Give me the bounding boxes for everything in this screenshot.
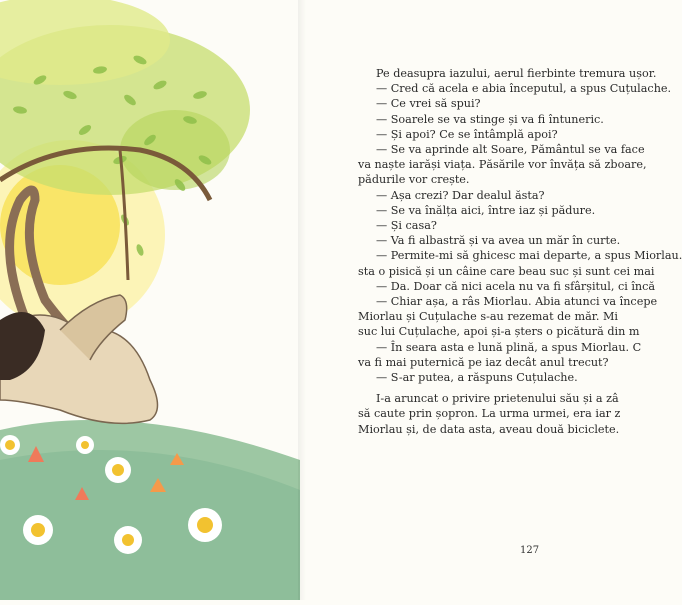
paragraph: — Ce vrei să spui?	[376, 97, 481, 111]
tree-cat-dog-illustration	[0, 0, 300, 600]
paragraph: Miorlau și Cuțulache s-au rezemat de măr. Mi	[358, 310, 619, 324]
page-number: 127	[520, 545, 540, 556]
paragraph: — Chiar așa, a râs Miorlau. Abia atunci va începe	[376, 295, 658, 309]
paragraph: — S-ar putea, a răspuns Cuțulache.	[376, 371, 578, 385]
paragraph: — Se va înălța aici, între iaz și pădure.	[376, 203, 596, 217]
paragraph: — Soarele se va stinge și va fi întuneric.	[376, 112, 604, 126]
paragraph: — Așa crezi? Dar dealul ăsta?	[376, 188, 545, 202]
paragraph: — Da. Doar că nici acela nu va fi sfârșitul, ci încă	[376, 279, 656, 293]
page-gutter	[298, 0, 306, 600]
paragraph: — Și apoi? Ce se întâmplă apoi?	[376, 127, 558, 141]
paragraph: — Se va aprinde alt Soare, Pământul se va face	[376, 143, 645, 157]
paragraph: — Va fi albastră și va avea un măr în curte.	[376, 234, 621, 248]
paragraph: va fi mai puternică pe iaz decât anul trecut?	[358, 355, 609, 369]
paragraph: — Și casa?	[376, 219, 437, 233]
paragraph: — Permite-mi să ghicesc mai departe, a spus Miorlau.	[376, 249, 682, 263]
paragraph: — Cred că acela e abia începutul, a spus Cuțulache.	[376, 82, 672, 96]
paragraph: să caute prin șopron. La urma urmei, era iar z	[358, 407, 621, 421]
paragraph: — În seara asta e lună plină, a spus Miorlau. C	[376, 340, 642, 354]
paragraph: Miorlau și, de data asta, aveau două biciclete.	[358, 422, 620, 436]
paragraph: suc lui Cuțulache, apoi și-a șters o picătură din m	[358, 325, 640, 339]
paragraph: I-a aruncat o privire prietenului său și a zâ	[376, 392, 619, 406]
paragraph: va naște iarăși viața. Păsările vor învăța să zboare,	[358, 158, 647, 172]
illustration	[0, 0, 300, 600]
paragraph: Pe deasupra iazului, aerul fierbinte tremura ușor.	[376, 67, 657, 80]
paragraph: pădurile vor crește.	[358, 173, 470, 187]
paragraph: sta o pisică și un câine care beau suc și sunt cei mai	[358, 264, 655, 278]
text-page	[358, 66, 682, 437]
